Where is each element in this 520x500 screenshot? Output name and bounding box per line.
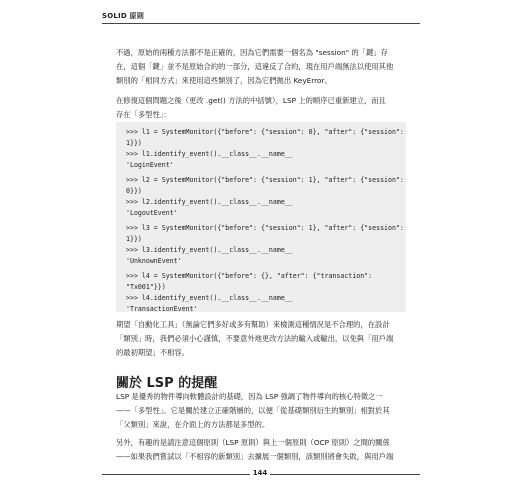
after-fix-line: 存在「多型性」： bbox=[116, 110, 171, 119]
code-line: >>> l3 = SystemMonitor({"before": {"session": 1}, "after": {"session": bbox=[126, 224, 404, 232]
tools-note-line: 期望「自動化工具」（無論它們多好或多有幫助）來檢測這種情況是不合理的，在設計 bbox=[116, 320, 390, 329]
code-line: >>> l2.identify_event().__class__.__name__ bbox=[126, 198, 293, 206]
section-body-paragraph bbox=[116, 390, 406, 432]
section-body-line: 「父類別」來說，在介面上的方法都是多型的。 bbox=[116, 420, 270, 429]
code-line: >>> l4.identify_event().__class__.__name__ bbox=[126, 294, 293, 302]
tools-note-line: 「類別」時，我們必須小心謹慎，不要意外地更改方法的輸入或輸出，以免與「用戶端 bbox=[116, 334, 394, 343]
section-body-line: ——「多型性」。它是關於建立正確階層的，以便「從基礎類別衍生的類別」相對於其 bbox=[116, 406, 390, 415]
code-block bbox=[116, 122, 406, 312]
closing-line: ——如果我們嘗試以「不相容的新類別」去擴展一個類別，該類別將會失敗，與用戶端 bbox=[116, 452, 394, 461]
section-title: 關於 LSP 的提醒 bbox=[116, 376, 218, 391]
code-line: 'UnknownEvent' bbox=[126, 257, 182, 265]
code-line: 1}}) bbox=[126, 139, 142, 147]
after-fix-paragraph bbox=[116, 94, 406, 122]
after-fix-line: 在修復這個問題之後（更改 .get() 方法的中括號），LSP 上的順序已重新建立，而且 bbox=[116, 96, 386, 105]
code-line: >>> l3.identify_event().__class__.__name__ bbox=[126, 246, 293, 254]
tools-note-line: 的最初期望」不相容。 bbox=[116, 348, 189, 357]
code-line: >>> l1 = SystemMonitor({"before": {"session": 0}, "after": {"session": bbox=[126, 128, 404, 136]
code-line: 'TransactionEvent' bbox=[126, 305, 198, 313]
code-line: 0}}) bbox=[126, 187, 142, 195]
header-rule bbox=[102, 23, 420, 24]
code-line: "Tx001"}}) bbox=[126, 283, 166, 291]
code-line: >>> l1.identify_event().__class__.__name__ bbox=[126, 150, 293, 158]
section-body-line: LSP 是優秀的物件導向軟體設計的基礎，因為 LSP 強調了物件導向的核心特徵之一 bbox=[116, 392, 383, 401]
intro-line: 不過，原始的兩種方法都不是正確的，因為它們需要一個名為 "session" 的「鍵」存 bbox=[116, 48, 388, 57]
footer-rule-right bbox=[270, 474, 420, 475]
code-line: 'LoginEvent' bbox=[126, 161, 174, 169]
code-line: >>> l4 = SystemMonitor({"before": {}, "after": {"transaction": bbox=[126, 272, 373, 280]
running-header: SOLID 原則 bbox=[102, 12, 144, 20]
code-line: 1}}) bbox=[126, 235, 142, 243]
code-line: >>> l2 = SystemMonitor({"before": {"session": 1}, "after": {"session": bbox=[126, 176, 404, 184]
tools-note-paragraph bbox=[116, 318, 406, 360]
intro-paragraph bbox=[116, 46, 406, 88]
closing-line: 另外，有趣的是請注意這個原則（LSP 原則）與上一個原則（OCP 原則）之間的關係 bbox=[116, 438, 390, 447]
intro-line: 在，這個「鍵」並不是原始合約的一部分，這違反了合約，現在用戶端無法以使用其他 bbox=[116, 62, 394, 71]
footer-rule-left bbox=[102, 474, 250, 475]
page-number: 144 bbox=[252, 469, 268, 477]
closing-paragraph bbox=[116, 436, 406, 464]
intro-line: 類別的「相同方式」來使用這些類別了，因為它們拋出 KeyError。 bbox=[116, 76, 332, 85]
code-line: 'LogoutEvent' bbox=[126, 209, 178, 217]
